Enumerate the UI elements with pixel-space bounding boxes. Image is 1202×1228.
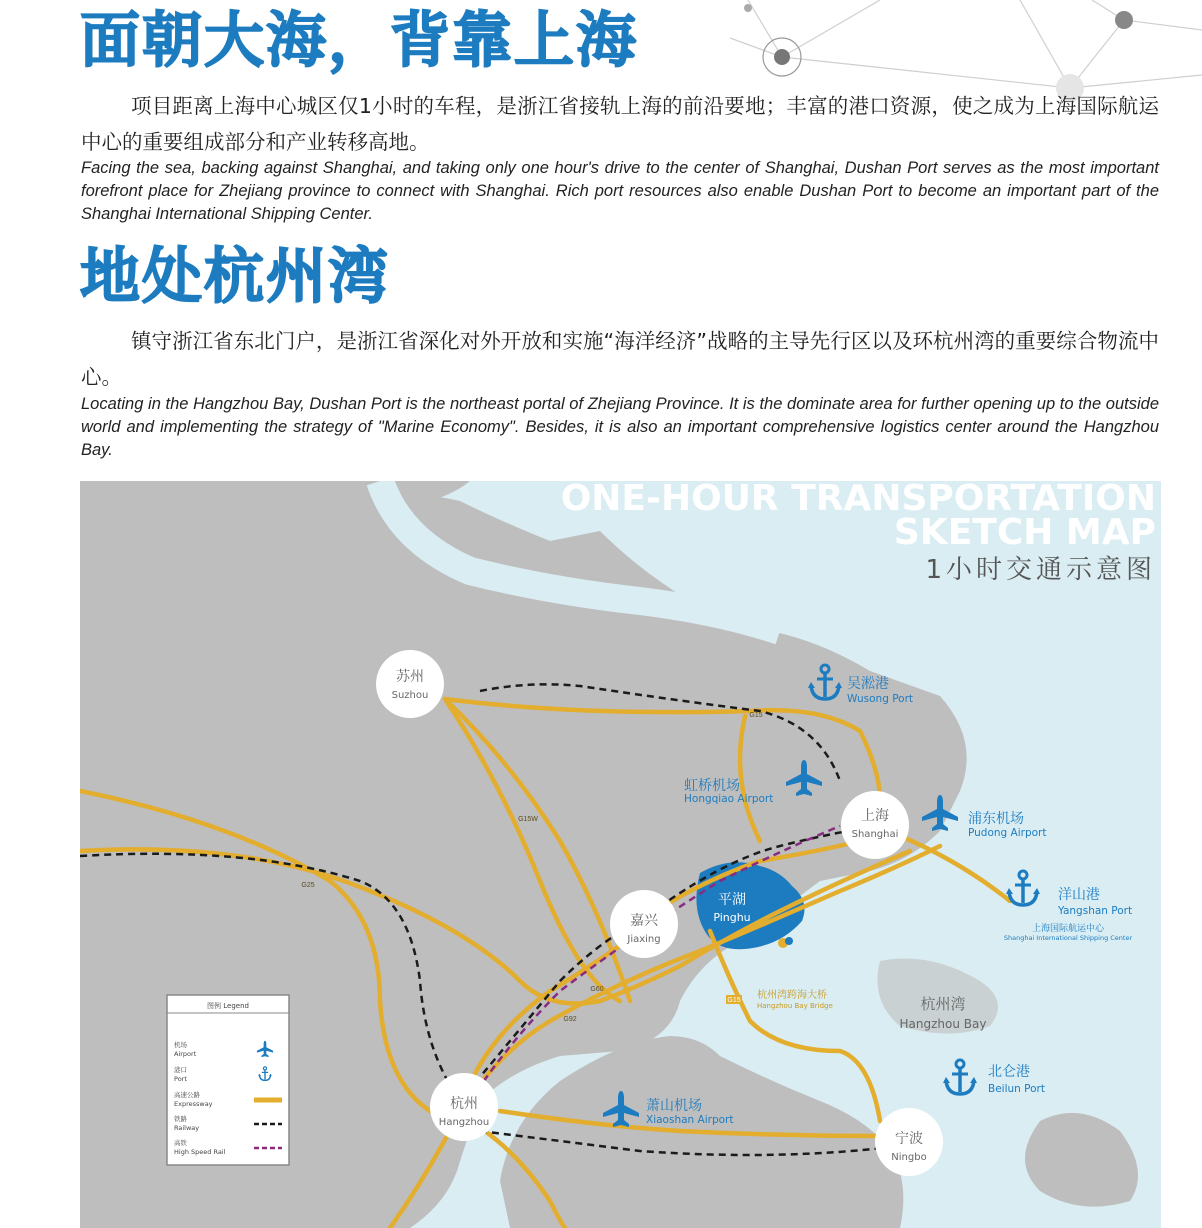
- bay-zh: 杭州湾: [920, 995, 966, 1013]
- port-wusong-zh: 吴淞港: [847, 676, 889, 692]
- road-label-g60: G60: [590, 986, 604, 993]
- section1-title: 面朝大海，背靠上海: [80, 6, 638, 76]
- city-hangzhou-en: Hangzhou: [438, 1117, 490, 1128]
- legend-expressway-zh: 高速公路: [174, 1091, 200, 1099]
- road-label-g92: G92: [563, 1016, 577, 1023]
- airport-hongqiao-en: Hongqiao Airport: [684, 793, 774, 805]
- road-label-g25: G25: [301, 882, 315, 889]
- section2-title: 地处杭州湾: [80, 242, 390, 312]
- city-ningbo-zh: 宁波: [895, 1131, 923, 1147]
- section2-body-zh: 镇守浙江省东北门户，是浙江省深化对外开放和实施“海洋经济”战略的主导先行区以及环杭州湾的重要综合物流中心。: [81, 329, 1159, 389]
- city-jiaxing-en: Jiaxing: [627, 934, 661, 945]
- legend-port-zh: 港口: [174, 1066, 187, 1074]
- port-wusong-en: Wusong Port: [847, 693, 914, 705]
- airport-xiaoshan-en: Xiaoshan Airport: [646, 1114, 734, 1126]
- city-pinghu-zh: 平湖: [718, 892, 746, 908]
- legend-railway-zh: 铁路: [174, 1115, 187, 1123]
- bridge-en: Hangzhou Bay Bridge: [757, 1002, 833, 1010]
- city-ningbo-en: Ningbo: [891, 1152, 927, 1163]
- port-yangshan: [1006, 871, 1132, 917]
- section1-body-zh: 项目距离上海中心城区仅1小时的车程，是浙江省接轨上海的前沿要地；丰富的港口资源，使之成为上海国际航运中心的重要组成部分和产业转移高地。: [81, 94, 1159, 154]
- city-shanghai: [841, 791, 909, 859]
- transportation-map: [80, 481, 1161, 1228]
- shipping-center-en: Shanghai International Shipping Center: [1003, 934, 1133, 942]
- port-yangshan-zh: 洋山港: [1058, 887, 1100, 903]
- legend-airport-zh: 机场: [174, 1041, 187, 1049]
- legend-title: 图例 Legend: [207, 1002, 249, 1010]
- city-suzhou: [376, 650, 444, 718]
- legend-airport-en: Airport: [174, 1050, 197, 1058]
- port-beilun-en: Beilun Port: [988, 1083, 1045, 1095]
- city-suzhou-zh: 苏州: [396, 669, 424, 685]
- city-shanghai-en: Shanghai: [851, 829, 899, 840]
- airport-pudong-zh: 浦东机场: [968, 811, 1024, 827]
- city-jiaxing-zh: 嘉兴: [630, 913, 658, 929]
- anchor-icon: [943, 1060, 977, 1094]
- port-beilun-zh: 北仑港: [988, 1064, 1030, 1080]
- bridge-road-label: G15: [727, 997, 741, 1004]
- port-yangshan-en: Yangshan Port: [1058, 905, 1133, 917]
- city-hangzhou: [430, 1073, 498, 1141]
- island-east: [1025, 1113, 1138, 1207]
- city-ningbo: [875, 1108, 943, 1176]
- road-label-g15: G15: [749, 712, 763, 719]
- bridge-zh: 杭州湾跨海大桥: [757, 990, 827, 1001]
- city-pinghu-en: Pinghu: [713, 911, 751, 924]
- section2-body-en: Locating in the Hangzhou Bay, Dushan Port is the northeast portal of Zhejiang Province. It is the dominate area for further opening up to the outside world and implementing the strategy of "Marine Economy". Besides, it is also an important comprehensive logistics center around the Hangzhou Bay.: [81, 395, 1159, 459]
- airport-xiaoshan-zh: 萧山机场: [646, 1098, 702, 1114]
- road-label-g15w: G15W: [518, 816, 538, 823]
- airport-pudong: [922, 795, 1047, 839]
- map-title-en-line2: SKETCH MAP: [893, 512, 1156, 553]
- legend-hsr-zh: 高铁: [174, 1139, 187, 1147]
- city-jiaxing: [610, 890, 678, 958]
- legend-expressway-en: Expressway: [174, 1100, 213, 1108]
- legend-hsr-en: High Speed Rail: [174, 1148, 226, 1156]
- section1-body-en: Facing the sea, backing against Shanghai, and taking only one hour's drive to the center of Shanghai, Dushan Port serves as the most important forefront place for Zhejiang province to connect with Shanghai. Rich port resources also enable Dushan Port to become an important part of the Shanghai International Shipping Center.: [81, 159, 1159, 223]
- anchor-icon: [1006, 871, 1040, 905]
- legend-port-en: Port: [174, 1075, 187, 1083]
- legend-box: [167, 995, 289, 1165]
- bay-en: Hangzhou Bay: [899, 1017, 987, 1031]
- shipping-center-zh: 上海国际航运中心: [1031, 924, 1105, 934]
- port-beilun: [943, 1060, 1045, 1095]
- airport-hongqiao-zh: 虹桥机场: [684, 778, 740, 794]
- city-hangzhou-zh: 杭州: [450, 1096, 478, 1112]
- city-suzhou-en: Suzhou: [391, 690, 429, 701]
- map-title-en-line1: ONE-HOUR TRANSPORTATION: [560, 481, 1156, 519]
- city-shanghai-zh: 上海: [861, 808, 889, 824]
- airport-pudong-en: Pudong Airport: [968, 827, 1047, 839]
- legend-railway-en: Railway: [174, 1124, 200, 1132]
- map-title-zh: 1小时交通示意图: [925, 555, 1156, 585]
